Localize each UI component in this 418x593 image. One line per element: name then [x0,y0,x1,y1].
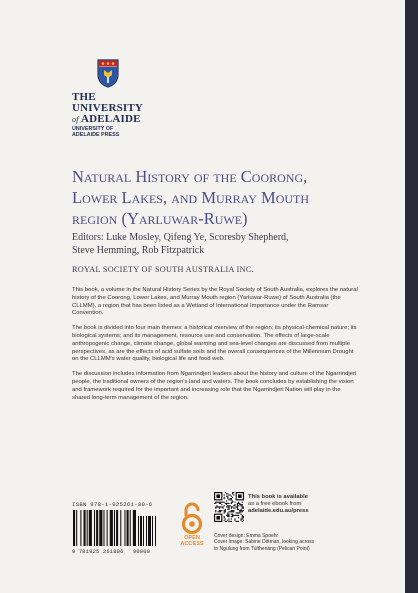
open-access-line2: ACCESS [180,541,204,548]
isbn-text: ISBN 978-1-925261-80-6 [72,501,153,508]
ebook-line1: This book is available [248,494,308,500]
isbn-addon: 90000 [132,549,151,555]
isbn-barcode [72,502,162,562]
book-editors [72,231,372,257]
book-title-line: region (Yarluwar-Ruwe) [72,209,248,228]
press-line2: ADELAIDE PRESS [72,132,120,139]
ebook-url: adelaide.edu.au/press [248,508,309,514]
university-line1: THE UNIVERSITY [72,91,144,114]
book-title-line: Lower Lakes, and Murray Mouth [72,188,310,207]
barcode-image [72,510,160,548]
open-access-line1: OPEN [184,535,200,541]
open-access-badge [172,502,212,547]
university-crest-icon [96,58,120,88]
credit-image: Cover image: Sabine Dittman, looking across [214,539,315,546]
blurb [72,287,358,409]
blurb-paragraph: The book is divided into four main themes: a historical overview of the region; its physical-chemical nature; its biological systems; and its management, resource use and conservation. The effects of large-scale anthropogenic change, climate change, global warming and sea-level changes are discussed from multiple perspectives, as are the effects of acid sulfate soils and the overall consequences of the Millennium Drought on the CLLMM's water quality, biological life and food web. [72,325,357,363]
blurb-paragraph: This book, a volume in the Natural History Series by the Royal Society of South Australia, explores the natural history of the Coorong, Lower Lakes, and Murray Mouth region (Yarluwar-Ruwe) of South Australia (the CLLMM), a region that has been listed as a Wetland of International Importance under the Ramsar Convention. [72,287,358,317]
qr-code-icon [214,492,244,522]
university-wordmark [72,92,162,125]
blurb-paragraph: The discussion includes information from Ngarrindjeri leaders about the history and culture of the Ngarrindjeri people, the traditional owners of the region's land and waters. The book concludes by establishing the vision and framework required for the important and increasing role that the Ngarrindjeri Nation will play in the shared long-term management of the region. [72,371,357,401]
cover-credits [214,533,354,552]
press-name [72,126,119,139]
society-name: ROYAL SOCIETY OF SOUTH AUSTRALIA INC. [72,265,254,274]
book-spine [405,0,418,593]
university-line2: ADELAIDE [80,113,141,125]
book-title-line: Natural History of the Coorong, [72,167,308,186]
ebook-availability [248,494,358,515]
university-of: of [72,115,79,124]
isbn-digits [72,549,162,555]
editors-line: Editors: Luke Mosley, Qifeng Ye, Scoresby Shepherd, [72,232,289,243]
open-access-label [172,535,212,547]
credit-image-location: to Ngulung from Tulthenang (Pelican Point) [214,545,310,552]
open-access-lock-icon [181,502,203,534]
book-title [72,166,372,229]
credit-design: Cover design: Emma Spoehr [214,533,279,539]
isbn-number: 9 781925 261806 [72,549,124,555]
press-line1: UNIVERSITY OF [72,126,114,132]
ebook-line2: as a free ebook from [248,501,302,507]
editors-line: Steve Hemming, Rob Fitzpatrick [72,245,205,256]
